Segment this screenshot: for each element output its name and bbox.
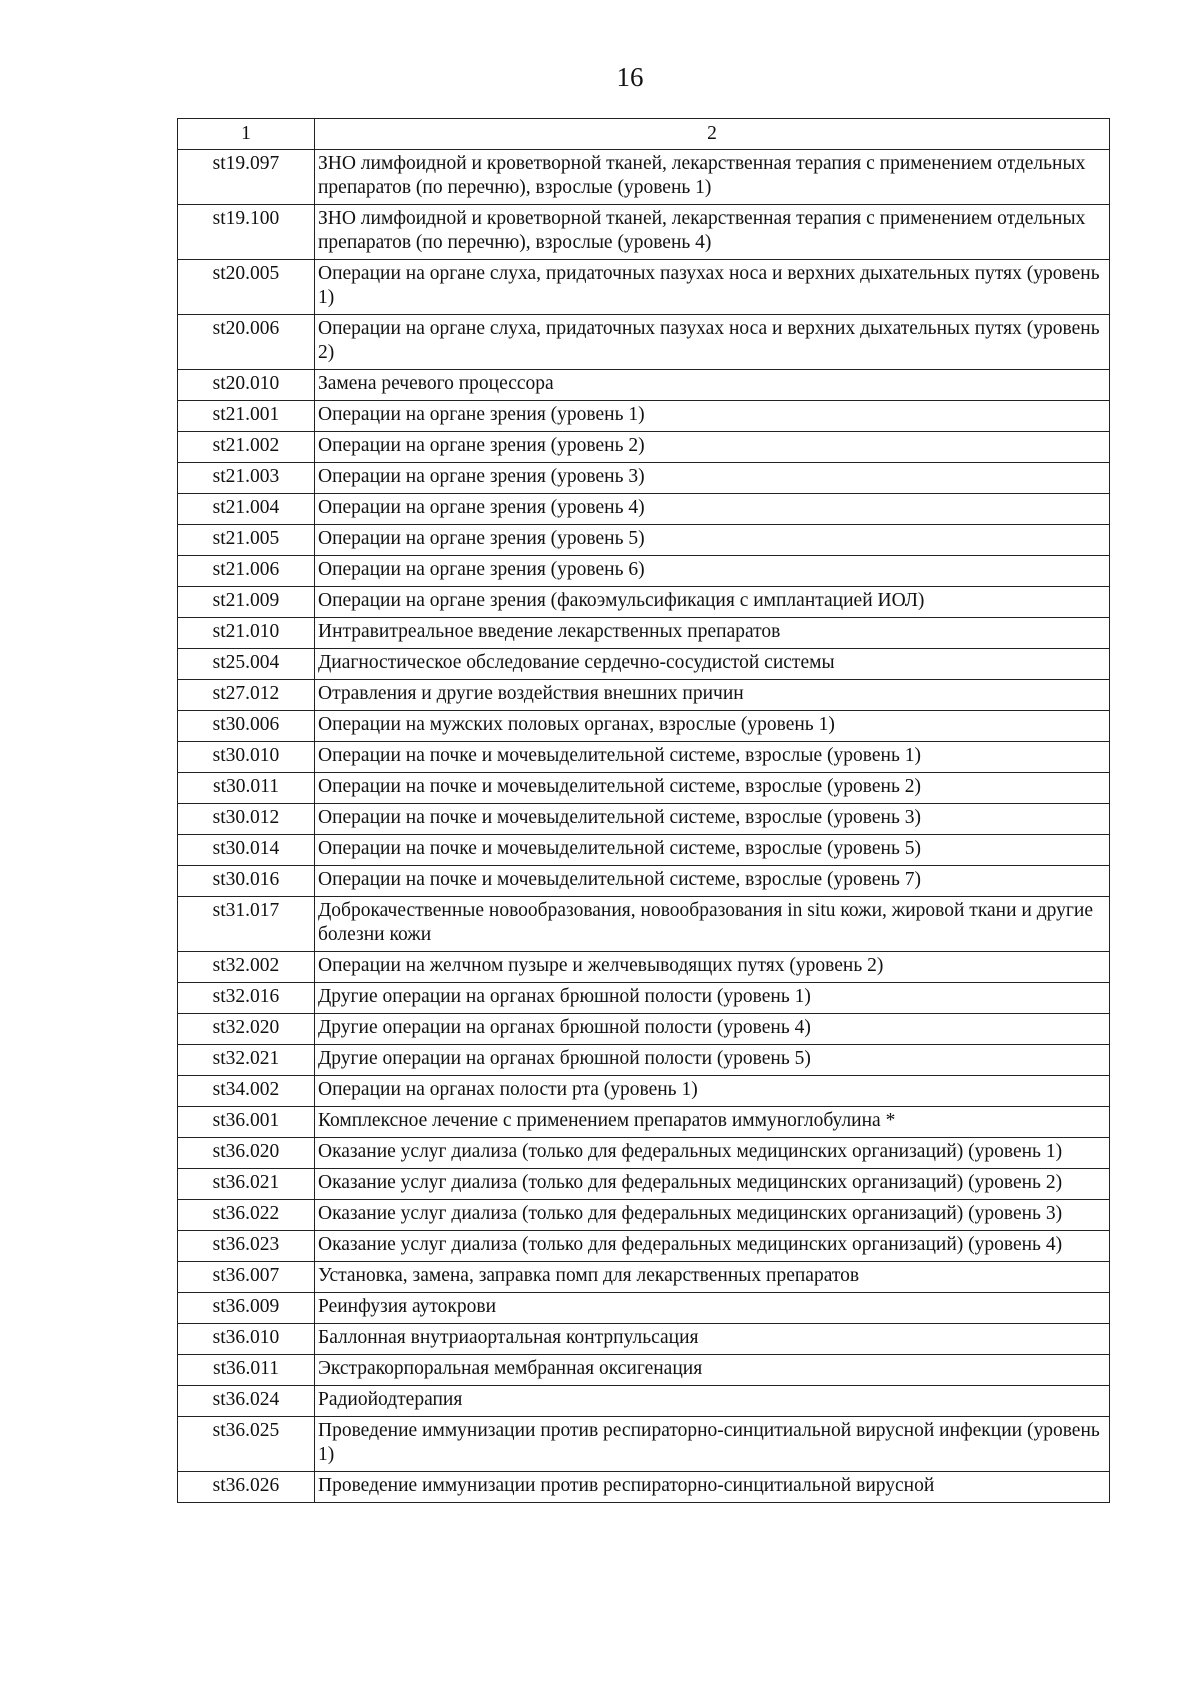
table-row <box>178 1262 1110 1293</box>
row-name: Операции на органе зрения (уровень 4) <box>315 494 1110 525</box>
column-header-code: 1 <box>178 119 315 150</box>
row-code: st36.010 <box>178 1324 315 1355</box>
row-code: st21.001 <box>178 401 315 432</box>
row-code: st21.006 <box>178 556 315 587</box>
table-row <box>178 260 1110 315</box>
row-name: Установка, замена, заправка помп для лекарственных препаратов <box>315 1262 1110 1293</box>
row-name: Операции на органе зрения (уровень 2) <box>315 432 1110 463</box>
table-body <box>178 150 1110 1503</box>
row-code: st36.001 <box>178 1107 315 1138</box>
table-row <box>178 1324 1110 1355</box>
row-code: st30.016 <box>178 866 315 897</box>
row-code: st20.006 <box>178 315 315 370</box>
row-name: Операции на органе слуха, придаточных пазухах носа и верхних дыхательных путях (уровень 2) <box>315 315 1110 370</box>
table-row <box>178 711 1110 742</box>
row-name: Операции на органе зрения (уровень 5) <box>315 525 1110 556</box>
table-row <box>178 556 1110 587</box>
row-code: st27.012 <box>178 680 315 711</box>
table-row <box>178 1169 1110 1200</box>
row-code: st36.025 <box>178 1417 315 1472</box>
row-name: Интравитреальное введение лекарственных препаратов <box>315 618 1110 649</box>
row-name: Операции на органах полости рта (уровень 1) <box>315 1076 1110 1107</box>
row-code: st19.100 <box>178 205 315 260</box>
row-code: st32.020 <box>178 1014 315 1045</box>
table-row <box>178 742 1110 773</box>
row-code: st21.002 <box>178 432 315 463</box>
table-row <box>178 1386 1110 1417</box>
row-code: st36.007 <box>178 1262 315 1293</box>
table-row <box>178 401 1110 432</box>
page-number: 16 <box>616 62 644 92</box>
row-name: Экстракорпоральная мембранная оксигенация <box>315 1355 1110 1386</box>
row-name: Оказание услуг диализа (только для федеральных медицинских организаций) (уровень 2) <box>315 1169 1110 1200</box>
row-name: Баллонная внутриаортальная контрпульсация <box>315 1324 1110 1355</box>
row-name: ЗНО лимфоидной и кроветворной тканей, лекарственная терапия с применением отдельных препаратов (по перечню), взрослые (уровень 1) <box>315 150 1110 205</box>
row-code: st19.097 <box>178 150 315 205</box>
table-row <box>178 1138 1110 1169</box>
table-row <box>178 1417 1110 1472</box>
row-name: ЗНО лимфоидной и кроветворной тканей, лекарственная терапия с применением отдельных препаратов (по перечню), взрослые (уровень 4) <box>315 205 1110 260</box>
table-row <box>178 432 1110 463</box>
row-name: Радиойодтерапия <box>315 1386 1110 1417</box>
row-code: st30.006 <box>178 711 315 742</box>
row-name: Отравления и другие воздействия внешних причин <box>315 680 1110 711</box>
table-row <box>178 773 1110 804</box>
row-code: st36.023 <box>178 1231 315 1262</box>
row-name: Проведение иммунизации против респираторно-синцитиальной вирусной <box>315 1472 1110 1503</box>
table-row <box>178 804 1110 835</box>
row-code: st21.004 <box>178 494 315 525</box>
table-row <box>178 1355 1110 1386</box>
row-name: Оказание услуг диализа (только для федеральных медицинских организаций) (уровень 4) <box>315 1231 1110 1262</box>
row-name: Операции на почке и мочевыделительной системе, взрослые (уровень 2) <box>315 773 1110 804</box>
table-row <box>178 897 1110 952</box>
row-code: st36.009 <box>178 1293 315 1324</box>
row-name: Операции на органе зрения (факоэмульсификация с имплантацией ИОЛ) <box>315 587 1110 618</box>
table-row <box>178 952 1110 983</box>
table-row <box>178 463 1110 494</box>
row-code: st30.014 <box>178 835 315 866</box>
row-code: st20.005 <box>178 260 315 315</box>
table-row <box>178 1293 1110 1324</box>
table-row <box>178 1472 1110 1503</box>
row-name: Другие операции на органах брюшной полости (уровень 4) <box>315 1014 1110 1045</box>
row-code: st30.012 <box>178 804 315 835</box>
table-row <box>178 866 1110 897</box>
table-row <box>178 1200 1110 1231</box>
column-header-name: 2 <box>315 119 1110 150</box>
row-code: st21.010 <box>178 618 315 649</box>
table-row <box>178 1231 1110 1262</box>
row-name: Замена речевого процессора <box>315 370 1110 401</box>
row-name: Другие операции на органах брюшной полости (уровень 1) <box>315 983 1110 1014</box>
row-code: st30.011 <box>178 773 315 804</box>
table-row <box>178 618 1110 649</box>
row-name: Операции на почке и мочевыделительной системе, взрослые (уровень 3) <box>315 804 1110 835</box>
table-row <box>178 205 1110 260</box>
table-row <box>178 835 1110 866</box>
table-row <box>178 1014 1110 1045</box>
row-code: st32.021 <box>178 1045 315 1076</box>
row-code: st21.003 <box>178 463 315 494</box>
row-code: st31.017 <box>178 897 315 952</box>
row-name: Операции на почке и мочевыделительной системе, взрослые (уровень 5) <box>315 835 1110 866</box>
header-row <box>178 119 1110 150</box>
row-name: Операции на органе зрения (уровень 6) <box>315 556 1110 587</box>
row-name: Операции на органе зрения (уровень 3) <box>315 463 1110 494</box>
row-name: Другие операции на органах брюшной полости (уровень 5) <box>315 1045 1110 1076</box>
row-name: Операции на органе зрения (уровень 1) <box>315 401 1110 432</box>
table-row <box>178 150 1110 205</box>
table-row <box>178 1045 1110 1076</box>
table-row <box>178 680 1110 711</box>
row-code: st32.016 <box>178 983 315 1014</box>
row-code: st32.002 <box>178 952 315 983</box>
row-code: st20.010 <box>178 370 315 401</box>
row-code: st34.002 <box>178 1076 315 1107</box>
row-name: Комплексное лечение с применением препаратов иммуноглобулина * <box>315 1107 1110 1138</box>
tariff-table <box>177 118 1110 1503</box>
table-row <box>178 983 1110 1014</box>
row-code: st36.022 <box>178 1200 315 1231</box>
row-code: st36.011 <box>178 1355 315 1386</box>
table-row <box>178 525 1110 556</box>
row-code: st36.024 <box>178 1386 315 1417</box>
row-code: st21.005 <box>178 525 315 556</box>
row-code: st36.020 <box>178 1138 315 1169</box>
row-name: Оказание услуг диализа (только для федеральных медицинских организаций) (уровень 3) <box>315 1200 1110 1231</box>
row-name: Диагностическое обследование сердечно-сосудистой системы <box>315 649 1110 680</box>
table-row <box>178 649 1110 680</box>
row-name: Доброкачественные новообразования, новообразования in situ кожи, жировой ткани и другие болезни кожи <box>315 897 1110 952</box>
row-name: Операции на органе слуха, придаточных пазухах носа и верхних дыхательных путях (уровень 1) <box>315 260 1110 315</box>
row-name: Проведение иммунизации против респираторно-синцитиальной вирусной инфекции (уровень 1) <box>315 1417 1110 1472</box>
table-row <box>178 315 1110 370</box>
row-name: Операции на мужских половых органах, взрослые (уровень 1) <box>315 711 1110 742</box>
row-name: Реинфузия аутокрови <box>315 1293 1110 1324</box>
row-code: st36.021 <box>178 1169 315 1200</box>
row-code: st36.026 <box>178 1472 315 1503</box>
row-code: st25.004 <box>178 649 315 680</box>
table-row <box>178 494 1110 525</box>
row-name: Операции на почке и мочевыделительной системе, взрослые (уровень 7) <box>315 866 1110 897</box>
table-row <box>178 1107 1110 1138</box>
row-name: Оказание услуг диализа (только для федеральных медицинских организаций) (уровень 1) <box>315 1138 1110 1169</box>
table-header <box>178 119 1110 150</box>
table-row <box>178 587 1110 618</box>
row-name: Операции на желчном пузыре и желчевыводящих путях (уровень 2) <box>315 952 1110 983</box>
row-code: st30.010 <box>178 742 315 773</box>
table-row <box>178 1076 1110 1107</box>
table-row <box>178 370 1110 401</box>
row-code: st21.009 <box>178 587 315 618</box>
row-name: Операции на почке и мочевыделительной системе, взрослые (уровень 1) <box>315 742 1110 773</box>
